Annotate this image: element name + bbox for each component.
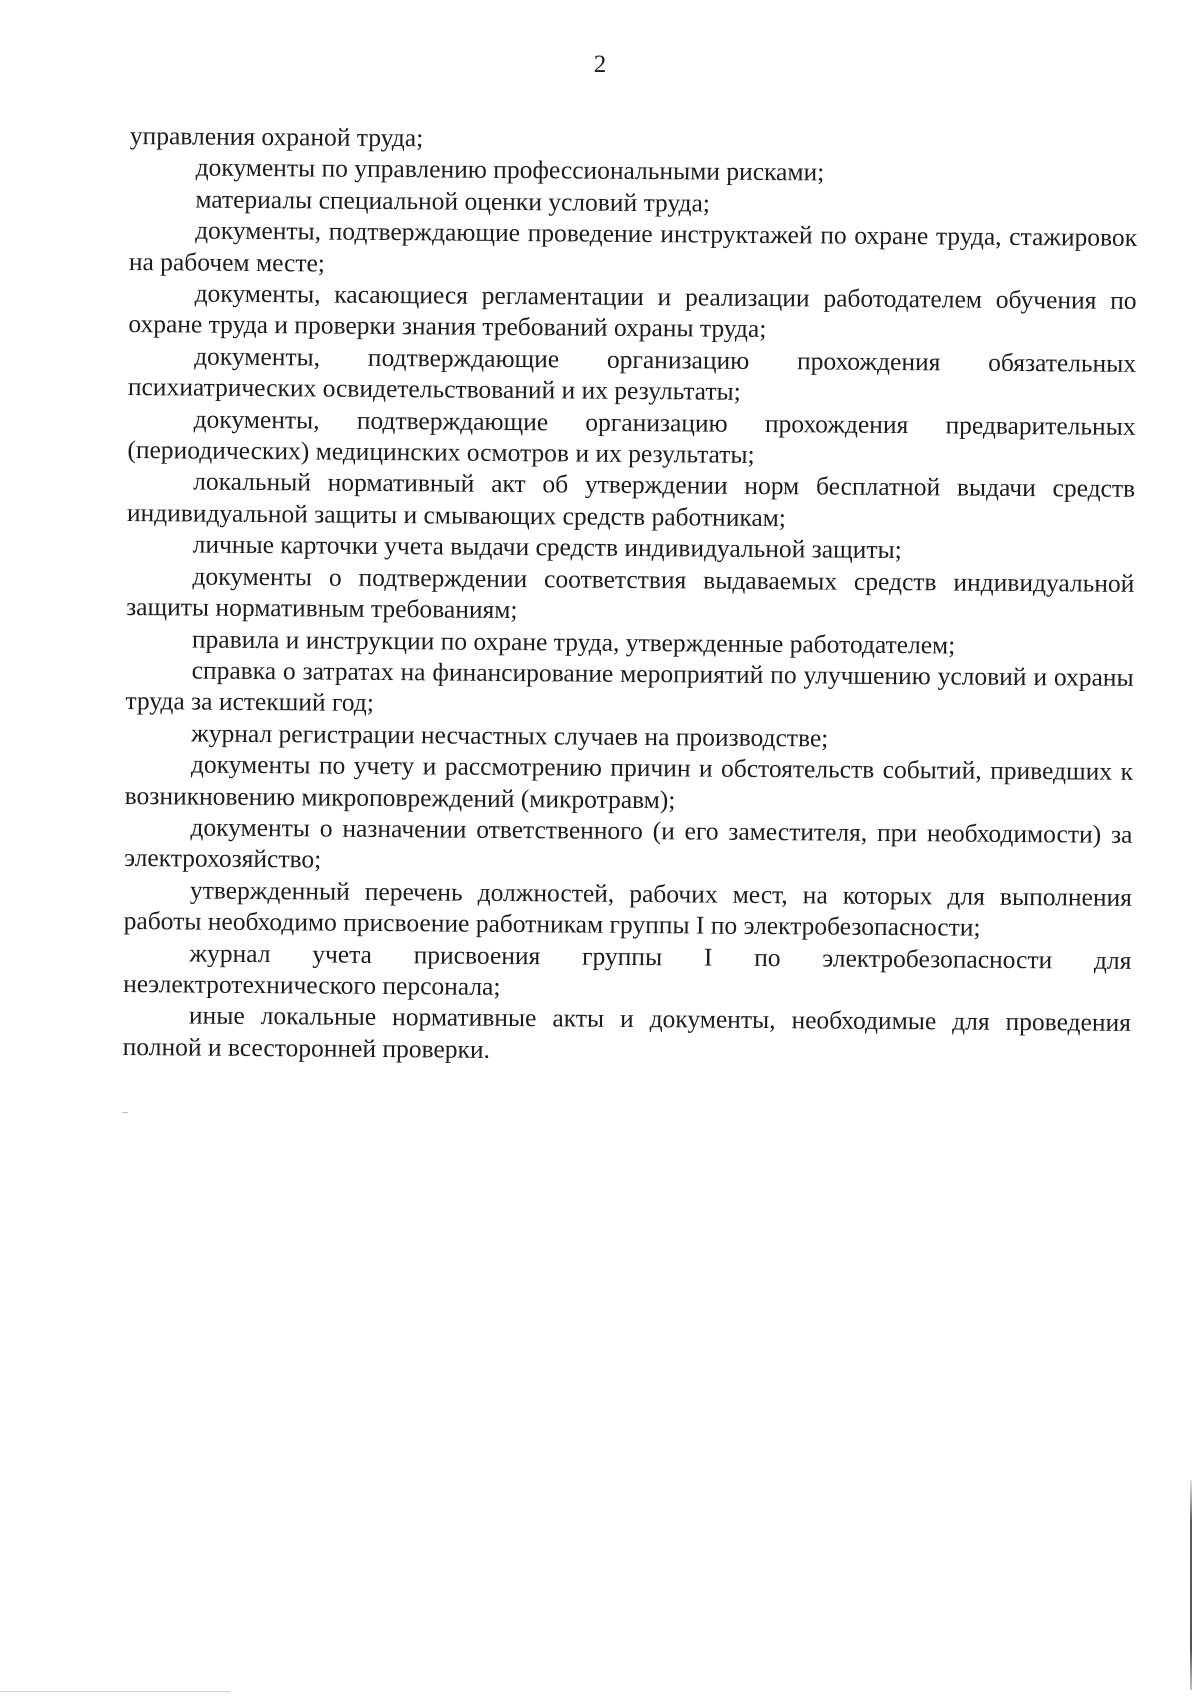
paragraph: управления охраной труда; — [129, 120, 424, 153]
paragraph: журнал учета присвоения группы I по электробезопасности для неэлектротехнического персонала; — [123, 938, 1132, 1001]
paragraph: личные карточки учета выдачи средств индивидуальной защиты; — [192, 529, 902, 565]
paragraph: справка о затратах на финансирование мероприятий по улучшению условий и охраны труда за истекший год; — [125, 655, 1134, 718]
paragraph: документы, подтверждающие проведение инструктажей по охране труда, стажировок на рабочем месте; — [128, 215, 1138, 278]
paragraph: материалы специальной оценки условий труда; — [195, 184, 711, 218]
scan-edge-line — [1190, 1480, 1192, 1690]
page-number: 2 — [593, 51, 607, 78]
paragraph: документы по управлению профессиональными рисками; — [195, 152, 825, 187]
document-body — [123, 120, 1138, 1070]
paragraph: документы, подтверждающие организацию прохождения обязательных психиатрических освидетельствований и их результаты; — [127, 341, 1137, 407]
paragraph: локальный нормативный акт об утверждении норм бесплатной выдачи средств индивидуальной защиты и смывающих средств работникам; — [126, 466, 1136, 533]
paragraph: документы, подтверждающие организацию прохождения предварительных (периодических) медицинских осмотров и их результаты; — [127, 404, 1136, 469]
paragraph: документы по учету и рассмотрению причин и обстоятельств событий, приведших к возникновению микроповреждений (микротравм); — [124, 749, 1134, 814]
paragraph: утвержденный перечень должностей, рабочих мест, на которых для выполнения работы необходимо присвоение работникам группы I по электробезопасности; — [123, 875, 1133, 942]
paragraph: документы о назначении ответственного (и его заместителя, при необходимости) за электрохозяйство; — [124, 812, 1133, 874]
paragraph: иные локальные нормативные акты и документы, необходимые для проведения полной и всесторонней проверки. — [122, 1000, 1132, 1064]
scan-bottom-line — [0, 1691, 230, 1692]
paragraph: документы, касающиеся регламентации и реализации работодателем обучения по охране труда и проверки знания требований охраны труда; — [128, 278, 1137, 344]
scan-artifact — [122, 1112, 128, 1113]
paragraph: документы о подтверждении соответствия выдаваемых средств индивидуальной защиты нормативным требованиям; — [126, 561, 1135, 625]
paragraph: правила и инструкции по охране труда, утвержденные работодателем; — [191, 624, 956, 659]
paragraph: журнал регистрации несчастных случаев на производстве; — [191, 718, 829, 753]
